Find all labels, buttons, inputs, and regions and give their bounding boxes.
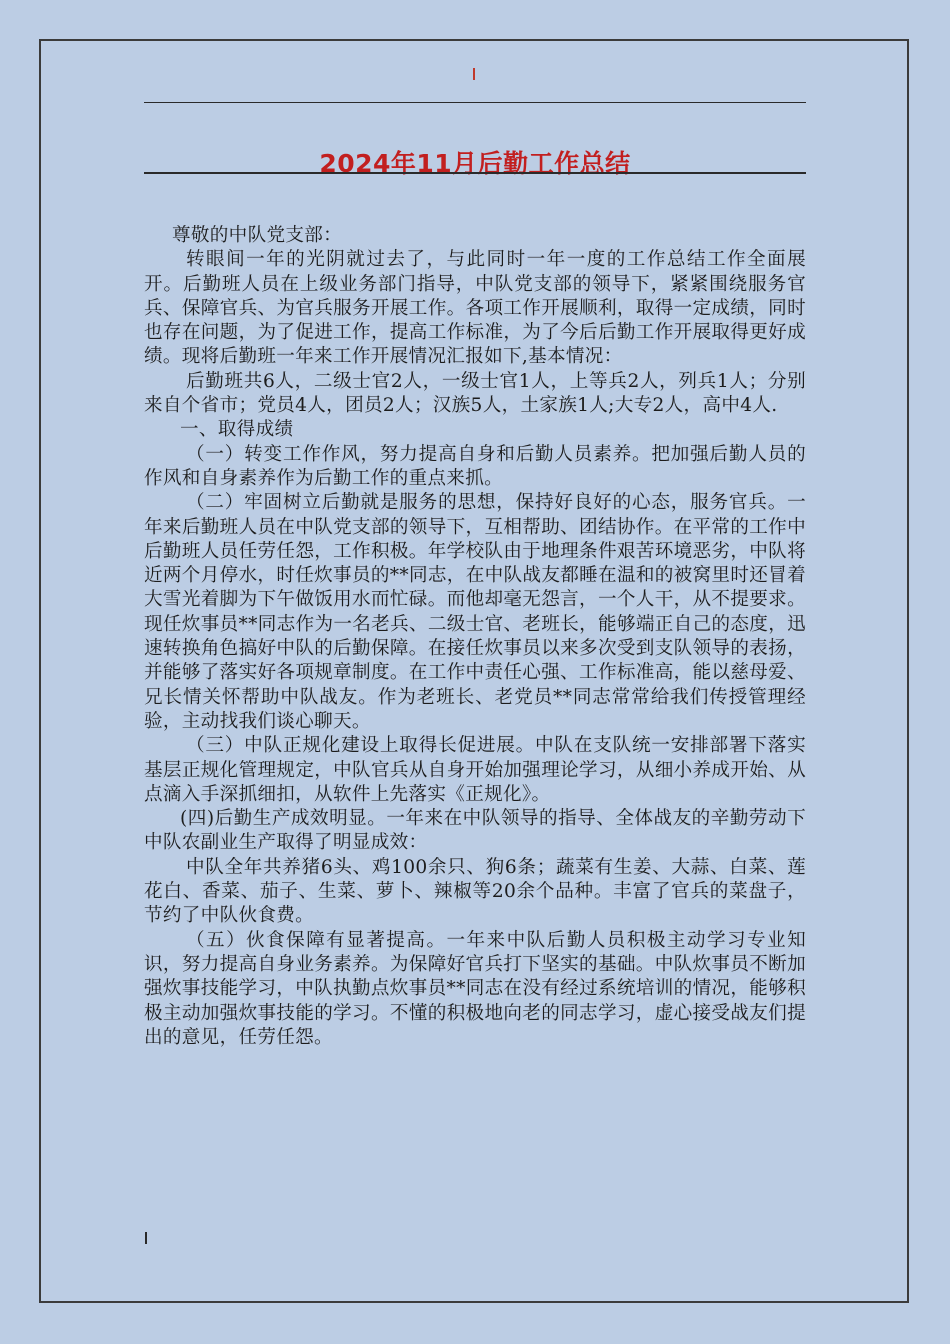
document-title: 2024年11月后勤工作总结 (319, 148, 631, 178)
paragraph-production-details: 中队全年共养猪6头、鸡100余只、狗6条；蔬菜有生姜、大蒜、白菜、莲花白、香菜、茄子、生菜、萝卜、辣椒等20余个品种。丰富了官兵的菜盘子，节约了中队伙食费。 (144, 856, 806, 927)
paragraph-item-4: (四)后勤生产成效明显。一年来在中队领导的指导、全体战友的辛勤劳动下中队农副业生产取得了明显成效： (144, 808, 806, 854)
paragraph-basic-info: 后勤班共6人，二级士官2人，一级士官1人，上等兵2人，列兵1人；分别来自个省市；党员4人，团员2人；汉族5人，土家族1人;大专2人，高中4人. (144, 370, 806, 417)
section-heading-achievements: 一、取得成绩 (180, 419, 294, 441)
title-rule (144, 172, 806, 174)
header-rule (144, 102, 806, 103)
header-mark (473, 68, 475, 80)
paragraph-item-5: （五）伙食保障有显著提高。一年来中队后勤人员积极主动学习专业知识，努力提高自身业务素养。为保障好官兵打下坚实的基础。中队炊事员不断加强炊事技能学习，中队执勤点炊事员**同志在没有经过系统培训的情况，能够积极主动加强炊事技能的学习。不懂的积极地向老的同志学习，虚心接受战友们提出的意见，任劳任怨。 (144, 929, 806, 1048)
footer-mark (145, 1232, 147, 1244)
paragraph-item-3: （三）中队正规化建设上取得长促进展。中队在支队统一安排部署下落实基层正规化管理规定，中队官兵从自身开始加强理论学习，从细小养成开始、从点滴入手深抓细扣，从软件上先落实《正规化》。 (144, 735, 806, 805)
paragraph-item-1: （一）转变工作作风，努力提高自身和后勤人员素养。把加强后勤人员的作风和自身素养作为后勤工作的重点来抓。 (144, 443, 806, 489)
document-body (144, 224, 806, 1050)
paragraph-intro: 转眼间一年的光阴就过去了，与此同时一年一度的工作总结工作全面展开。后勤班人员在上级业务部门指导，中队党支部的领导下，紧紧围绕服务官兵、保障官兵、为官兵服务开展工作。各项工作开展顺利，取得一定成绩，同时也存在问题，为了促进工作，提高工作标准，为了今后后勤工作开展取得更好成绩。现将后勤班一年来工作开展情况汇报如下,基本情况： (144, 249, 806, 368)
salutation: 尊敬的中队党支部： (172, 225, 343, 246)
paragraph-item-2: （二）牢固树立后勤就是服务的思想，保持好良好的心态，服务官兵。一年来后勤班人员在中队党支部的领导下，互相帮助、团结协作。在平常的工作中后勤班人员任劳任怨，工作积极。年学校队由于地理条件艰苦环境恶劣，中队将近两个月停水，时任炊事员的**同志，在中队战友都睡在温和的被窝里时还冒着大雪光着脚为下午做饭用水而忙碌。而他却毫无怨言，一个人干，从不提要求。现任炊事员**同志作为一名老兵、二级士官、老班长，能够端正自己的态度，迅速转换角色搞好中队的后勤保障。在接任炊事员以来多次受到支队领导的表扬，并能够了落实好各项规章制度。在工作中责任心强、工作标准高，能以慈母爱、兄长情关怀帮助中队战友。作为老班长、老党员**同志常常给我们传授管理经验，主动找我们谈心聊天。 (144, 492, 806, 732)
